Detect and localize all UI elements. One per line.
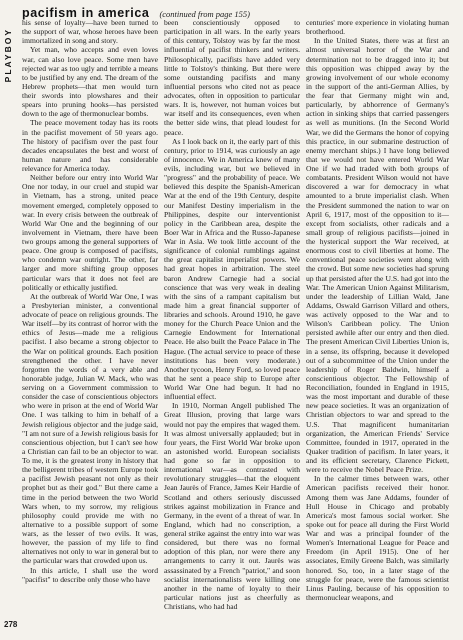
article-title: pacifism in america xyxy=(22,6,150,20)
paragraph: In 1910, Norman Angell published The Great Illusion, proving that large wars would not pay the empires that waged them. It was almost universally applauded; but in four years, the First World War broke upon an astonished world. European socialists had gone so far in opposition to international war—as contrasted with revolutionary struggles—that the eloquent Jean Jaurès of France, James Keir Hardie of Scotland and others seriously discussed strikes against mobilization in France and Germany, in the event of a threat of war. In England, which had no conscription, a general strike against the entry into war was considered, but there was no formal adoption of this plan, nor were there any arrangements to carry it out. Jaurès was assassinated by a French "patriot," and soon socialist internationalists were killing one another in the name of loyalty to their particular nations just as cheerfully as Christians, who had had xyxy=(164,401,300,611)
paragraph: his sense of loyalty—have been turned to the support of war, whose heroes have been immortalized in song and story. xyxy=(22,18,158,46)
text-column-1 xyxy=(22,18,158,633)
paragraph: Yet man, who accepts and even loves war, can also love peace. Some men have rejected war as too ugly and terrible a means to be justified by any end. The dream of the Hebrew prophets—that men would turn their swords into plowshares and their spears into pruning hooks—has persisted down to the age of thermonuclear bombs. xyxy=(22,45,158,119)
paragraph: At the outbreak of World War One, I was a Presbyterian minister, a conventional advocate of peace on religious grounds. The War itself—by its contrast of horror with the ethics of Jesus—made me a religious pacifist. I also became a strong objector to the War on political grounds. Each position strengthened the other. I have never forgotten the words of a very able and honorable judge, Julian W. Mack, who was serving on a Government commission to consider the case of conscientious objectors who were in prison at the end of World War One. I was talking to him in behalf of a Jewish religious objector and the judge said, "I am not sure of a Jewish religious basis for conscientious objection, but I can't see how a Christian can fail to be an objector to war. To me, it is the greatest irony in history that the belligerent tribes of western Europe took a pacifist Jewish peasant not only as their prophet but as their god." But there came a time in the period between the two World Wars when, to my sorrow, my religious philosophy could provide me with no alternative to a possible support of some wars, as the lesser of two evils. It was, however, the passion of my life to find alternatives not only to war in general but to the particular wars that crowded upon us. xyxy=(22,291,158,566)
text-column-2 xyxy=(164,18,300,633)
paragraph: In the calmer times between wars, other American pacifists received their honor. Among them was Jane Addams, founder of Hull House in Chicago and probably America's most famous social worker. She spoke out for peace all during the First World War and was a principal founder of the Women's International League for Peace and Freedom (in April 1915). One of her associates, Emily Greene Balch, was similarly honored. So, too, in a later stage of the struggle for peace, were the famous scientist Linus Pauling, because of his opposition to thermonuclear weapons, and xyxy=(306,474,449,602)
magazine-name: PLAYBOY xyxy=(3,28,13,83)
article-header xyxy=(22,4,451,18)
paragraph: Neither before our entry into World War One nor today, in our cruel and stupid war in Vietnam, has a strong, united peace movement emerged, completely opposed to war. In every crisis between the outbreak of World War One and the beginning of our involvement in Vietnam, there have been two groups among the general supporters of peace. One group is composed of pacifists, who condemn war outright. The other, far larger and more shifting group opposes particular wars that it does not feel are politically or ethically justified. xyxy=(22,173,158,292)
text-column-3 xyxy=(306,18,449,633)
paragraph: been conscientiously opposed to participation in all wars. In the early years of this century, Tolstoy was by far the most influential of pacifist thinkers and writers. Philosophically, pacifists have added very little to Tolstoy's thinking. But there were some outstanding pacifists and many influential persons who cited not as peace advocates, often in opposition to particular wars. It is, however, not human voices but war itself and its consequences, even when the better side wins, that plead loudest for peace. xyxy=(164,18,300,137)
paragraph: As I look back on it, the early part of this century, prior to 1914, was curiously an age of innocence. We in America knew of many evils, including war, but we believed in "progress" and the probability of peace. We believed this despite the Spanish-American War at the end of the 19th Century, despite our Manifest Destiny imperialism in the Philippines, despite our interventionist policy in the Caribbean area, despite the Boer War in Africa and the Russo-Japanese War in Asia. We took little account of the significance of colonial rumblings against the great capitalist imperialist powers. We had great hopes in arbitration. The steel baron Andrew Carnegie had a social conscience that was very weak in dealing with the sins of a rampant capitalism but made him a great financial supporter of libraries and schools. Around 1910, he gave money for the Church Peace Union and the Carnegie Endowment for International Peace. He also built the Peace Palace in The Hague. (The actual service to peace of these institutions has been very moderate.) Another tycoon, Henry Ford, so loved peace that he sent a peace ship to Europe after World War One had begun. It had no influential effect. xyxy=(164,136,300,402)
paragraph: centuries' more experience in violating human brotherhood. xyxy=(306,18,449,37)
paragraph: In this article, I shall use the word "pacifist" to describe only those who have xyxy=(22,565,158,584)
paragraph: In the United States, there was at first an almost universal horror of the War and determination not to be dragged into it; but this opposition was chipped away by the growing involvement of our whole economy in the support of the anti-German Allies, by the fear that Germany might win and, particularly, by abhorrence of Germany's action in sinking ships that carried passengers as well as munitions. (In the Second World War, we did the Germans the honor of copying this practice, in our submarine destruction of enemy merchant ships.) I have long believed that we would not have entered World War One if we had traded with both groups of combatants. President Wilson would not have discovered a war for democracy in what amounted to a brute imperialist clash. When the President summoned the nation to war on April 6, 1917, most of the opposition to it—except from socialists, other radicals and a small group of religious pacifists—joined in the hysterical support the War received, at enormous cost to civil liberties at home. The conventional peace societies went along with the crowd. But some new societies had sprung up that persisted after the U.S. had got into the War. The American Union Against Militarism, under the leadership of Lillian Wald, Jane Addams, Oswald Garrison Villard and others, was actively opposed to the War and to Wilson's Caribbean policy. The Union persisted awhile after our entry and then died. The present American Civil Liberties Union is, in a sense, its offspring, because it developed out of a subcommittee of the Union under the leadership of Roger Baldwin, himself a conscientious objector. The Fellowship of Reconciliation, founded in England in 1915, was the most important and durable of these new peace societies. It was an organization of Christian objectors to war and spread to the U.S. That magnificent humanitarian organization, the American Friends' Service Committee, founded in 1917, operated in the Quaker tradition of pacifism. In later years, it and its efficient secretary, Clarence Pickett, were to receive the Nobel Peace Prize. xyxy=(306,36,449,475)
page-number: 278 xyxy=(4,620,18,629)
continued-note: (continued from page 155) xyxy=(159,9,251,19)
paragraph: The peace movement today has its roots in the pacifist movement of 50 years ago. The history of pacifism over the past four decades encapsulates the best and worst of human nature and has considerable relevance for America today. xyxy=(22,118,158,173)
